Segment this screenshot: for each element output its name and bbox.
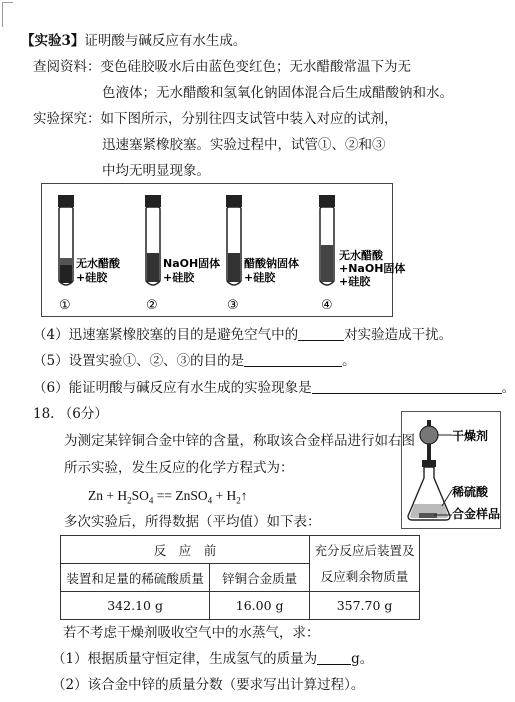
tube-1-label-1: 无水醋酸 [76,257,120,270]
tube-3-label-2: +硅胶 [244,271,276,284]
table-header-after-1: 充分反应后装置及 [314,542,415,558]
q4-suffix: 对实验造成干扰。 [344,327,453,343]
q5-suffix: 。 [342,353,356,369]
question-5 [33,352,356,370]
tube-4-number: ④ [321,298,333,313]
data-table [60,535,420,620]
table-value-1: 342.10 g [61,592,210,620]
tube-1-label-2: +硅胶 [76,271,108,284]
tube-4-label-3: +硅胶 [339,275,371,288]
label-dilute-acid: 稀硫酸 [452,485,489,499]
test-tube-figure [41,183,406,317]
title-bold: 实验3 [34,33,71,49]
eq-so4: SO [131,488,149,503]
label-alloy-sample: 合金样品 [452,507,501,521]
title-text: 证明酸与碱反应有水生成。 [84,33,247,49]
q4-prefix: （4）迅速塞紧橡胶塞的目的是避免空气中的 [33,327,299,343]
q6-prefix: （6）能证明酸与碱反应有水生成的实验现象是 [33,380,312,396]
q18-intro-1: 为测定某锌铜合金中锌的含量，称取该合金样品进行如右图 [64,433,415,449]
title-bracket-close: 】 [70,33,85,49]
question-4 [33,326,452,344]
tube-4-label-2: +NaOH固体 [339,262,406,275]
explore-text-1: 如下图所示，分别往四支试管中装入对应的试剂， [100,111,398,127]
eq-h2: + H [212,488,237,503]
tube-3-number: ③ [227,298,239,313]
explore-label: 实验探究： [33,111,101,127]
q5-answer-blank[interactable] [244,353,342,367]
q18-intro-2: 所示实验，发生反应的化学方程式为： [64,460,294,476]
chemical-equation [88,487,247,510]
table-value-3: 357.70 g [310,592,420,620]
eq-gas-arrow: ↑ [240,488,248,503]
tube-4-label-1: 无水醋酸 [339,249,383,262]
test-tube-2 [145,195,161,285]
lookup-line-2: 色液体；无水醋酸和氢氧化钠固体混合后生成醋酸钠和水。 [102,85,453,101]
sub1-suffix: g。 [351,651,374,667]
q18-note: 若不考虑干燥剂吸收空气中的水蒸气，求： [63,625,320,641]
lookup-line-1 [33,58,411,76]
q18-sub-2: （2）该合金中锌的质量分数（要求写出计算过程）。 [52,677,365,693]
experiment-3-title [21,32,246,50]
explore-line-3: 中均无明显现象。 [102,163,210,179]
tube-1-number: ① [59,298,71,313]
eq-equals: == ZnSO [153,488,208,503]
q6-suffix: 。 [501,380,515,396]
q5-prefix: （5）设置实验①、②、③的目的是 [33,353,245,369]
test-tube-4 [319,195,335,285]
q4-answer-blank[interactable] [298,327,344,341]
eq-sub-2: 4 [148,495,154,506]
tube-2-number: ② [146,298,158,313]
tube-2-label-1: NaOH固体 [163,257,221,270]
lookup-label: 查阅资料： [33,59,101,75]
explore-line-2: 迅速塞紧橡胶塞。实验过程中，试管①、②和③ [102,137,386,153]
table-header-after-2: 反应剩余物质量 [320,568,409,584]
explore-line-1 [33,110,398,128]
tube-3-label-1: 醋酸钠固体 [244,257,299,270]
table-col-2-header: 锌铜合金质量 [210,564,310,592]
q6-answer-blank[interactable] [312,380,502,394]
table-col-1-header: 装置和足量的稀硫酸质量 [61,564,210,592]
label-drying-agent: 干燥剂 [452,429,489,443]
question-6 [33,379,515,397]
sub1-answer-blank[interactable] [317,651,351,665]
eq-sub-4: 2 [236,495,241,506]
test-tube-3 [226,195,242,285]
q18-data-intro: 多次实验后，所得数据（平均值）如下表： [64,514,321,530]
test-tube-1 [58,195,74,285]
q18-header: 18. （6分） [33,406,108,422]
page-corner-mark [2,2,13,27]
q18-sub-1 [52,650,373,668]
eq-zn: Zn + H [88,488,128,503]
eq-sub-1: 2 [127,495,132,506]
drying-bulb [420,426,438,444]
tube-2-label-2: +硅胶 [163,271,195,284]
eq-sub-3: 4 [207,495,213,506]
table-header-before: 反 应 前 [61,536,310,564]
lookup-text-1: 变色硅胶吸水后由蓝色变红色；无水醋酸常温下为无 [100,59,411,75]
title-bracket-open: 【 [21,33,35,49]
apparatus-figure [402,412,500,528]
table-header-after [310,536,420,592]
table-value-2: 16.00 g [210,592,310,620]
sub1-prefix: （1）根据质量守恒定律，生成氢气的质量为 [52,651,318,667]
